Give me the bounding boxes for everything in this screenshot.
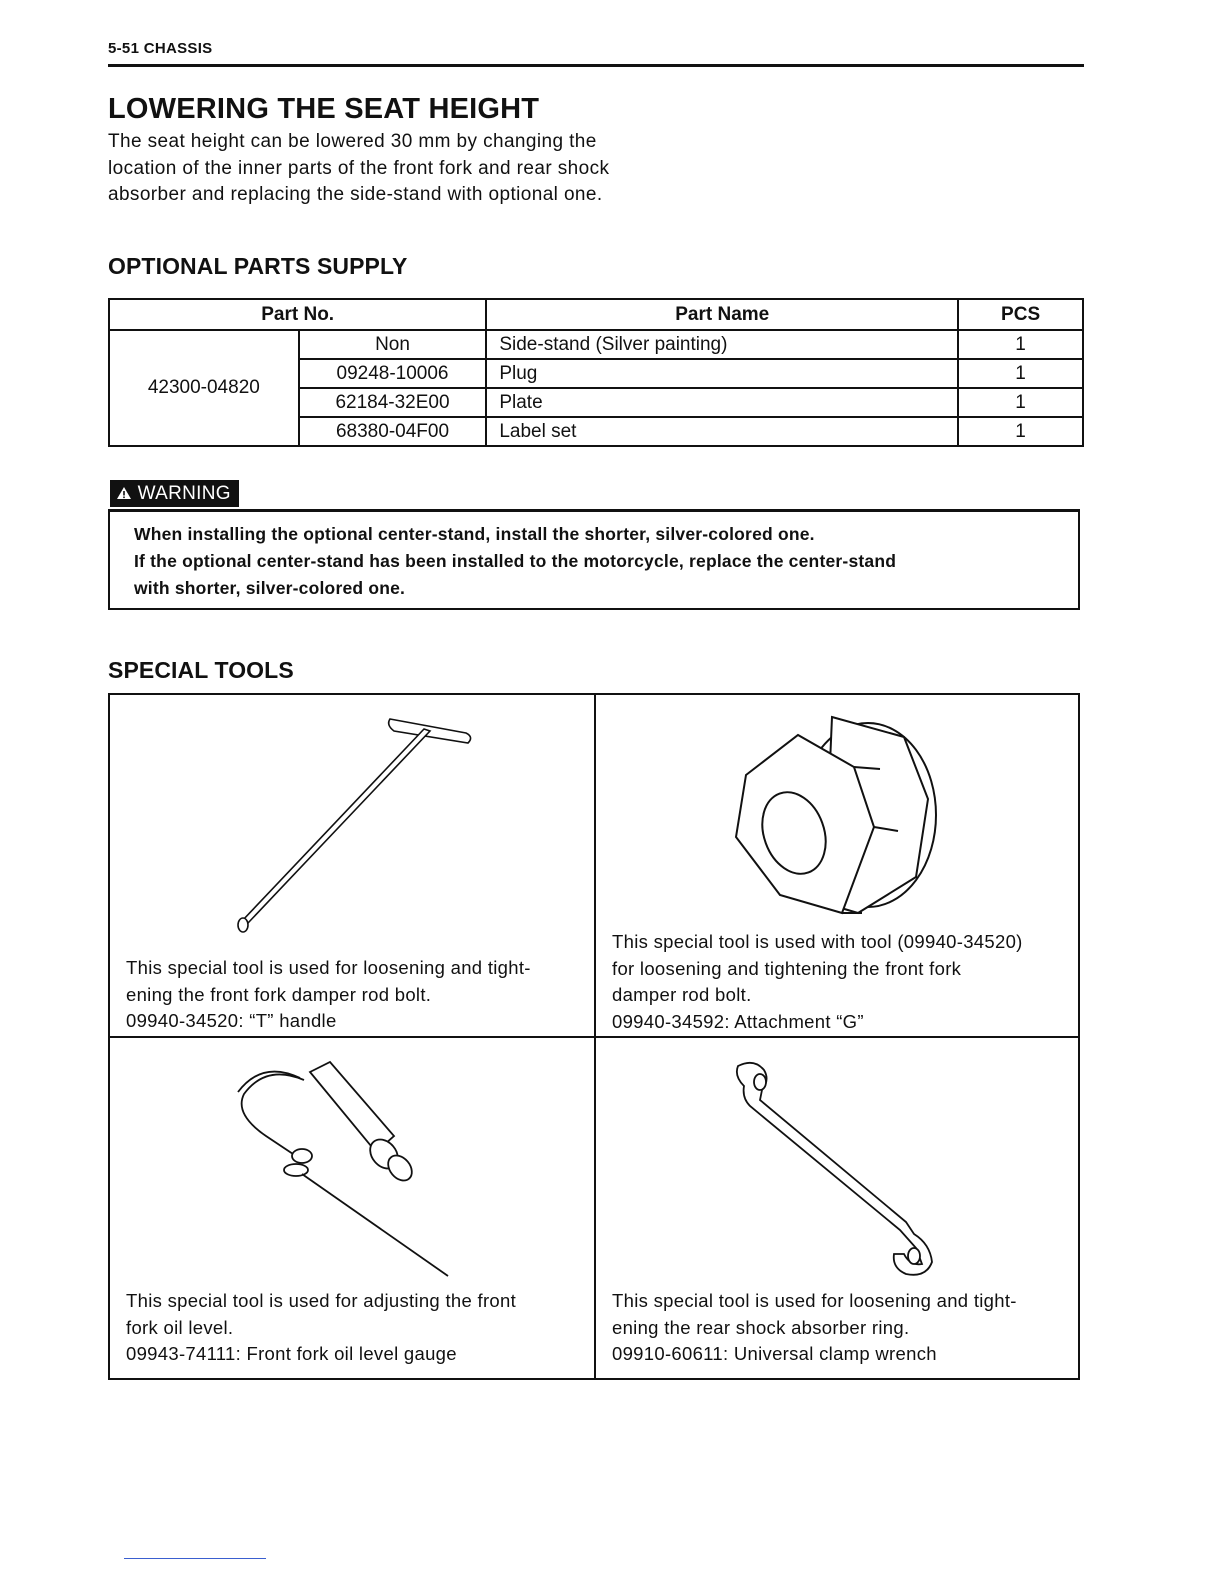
intro-line: location of the inner parts of the front fork and rear shock [108,157,610,179]
tool-caption [612,929,1068,1035]
warning-label: WARNING [137,483,231,504]
warning-badge [110,480,239,507]
part-pcs: 1 [958,417,1083,446]
tool-part-number: 09940-34520: “T” handle [126,1010,337,1031]
tool-part-number: 09943-74111: Front fork oil level gauge [126,1343,457,1364]
part-name: Label set [486,417,958,446]
oil-level-gauge-icon [226,1044,456,1284]
warning-triangle-icon [116,486,132,500]
part-name-header: Part Name [486,299,958,330]
sub-part-no: Non [299,330,487,359]
part-pcs: 1 [958,359,1083,388]
tool-desc-line: This special tool is used with tool (09940-34520) [612,931,1023,952]
tool-caption [126,955,582,1035]
tool-part-number: 09910-60611: Universal clamp wrench [612,1343,937,1364]
parts-title: OPTIONAL PARTS SUPPLY [108,253,408,279]
warning-line: with shorter, silver-colored one. [134,578,406,598]
tool-desc-line: This special tool is used for adjusting the front [126,1290,517,1311]
part-pcs: 1 [958,388,1083,417]
tool-cell-t-handle [110,695,594,1036]
t-handle-icon [228,711,478,941]
tool-caption [612,1288,1068,1368]
tool-cell-clamp-wrench [596,1038,1080,1379]
tool-cell-attachment-g [596,695,1080,1036]
part-pcs: 1 [958,330,1083,359]
clamp-wrench-icon [720,1058,956,1278]
tool-desc-line: ening the rear shock absorber ring. [612,1316,910,1338]
warning-line: When installing the optional center-stand, install the shorter, silver-colored one. [134,524,815,544]
parts-header-row [109,299,1083,330]
warning-text [134,521,1064,602]
tool-desc-line: This special tool is used for loosening and tight- [126,957,531,978]
part-name: Plug [486,359,958,388]
tool-caption [126,1288,582,1368]
special-tools-title: SPECIAL TOOLS [108,657,294,683]
part-name: Side-stand (Silver painting) [486,330,958,359]
tool-desc-line: for loosening and tightening the front fork [612,957,962,979]
page-header [108,38,1084,67]
sub-part-no: 62184-32E00 [299,388,487,417]
page-header-text: 5-51 CHASSIS [108,40,213,57]
sub-part-no: 09248-10006 [299,359,487,388]
lowering-title: LOWERING THE SEAT HEIGHT [108,93,540,125]
tool-desc-line: ening the front fork damper rod bolt. [126,983,432,1005]
part-no-header: Part No. [109,299,486,330]
tool-desc-line: damper rod bolt. [612,984,752,1005]
parts-table [108,298,1084,447]
pcs-header: PCS [958,299,1083,330]
main-part-no: 42300-04820 [109,330,299,446]
tool-part-number: 09940-34592: Attachment “G” [612,1010,864,1032]
tool-desc-line: This special tool is used for loosening and tight- [612,1290,1017,1311]
tool-desc-line: fork oil level. [126,1316,234,1338]
intro-line: absorber and replacing the side-stand with optional one. [108,184,603,205]
part-name: Plate [486,388,958,417]
sub-part-no: 68380-04F00 [299,417,487,446]
table-row [109,330,1083,359]
lowering-intro [108,129,708,209]
intro-line: The seat height can be lowered 30 mm by changing the [108,131,597,152]
tool-cell-oil-level-gauge [110,1038,594,1379]
warning-line: If the optional center-stand has been installed to the motorcycle, replace the center-stand [134,551,897,571]
footer-line [124,1558,266,1559]
attachment-g-icon [728,707,950,919]
special-tools-grid [108,693,1080,1380]
warning-box [108,509,1080,610]
